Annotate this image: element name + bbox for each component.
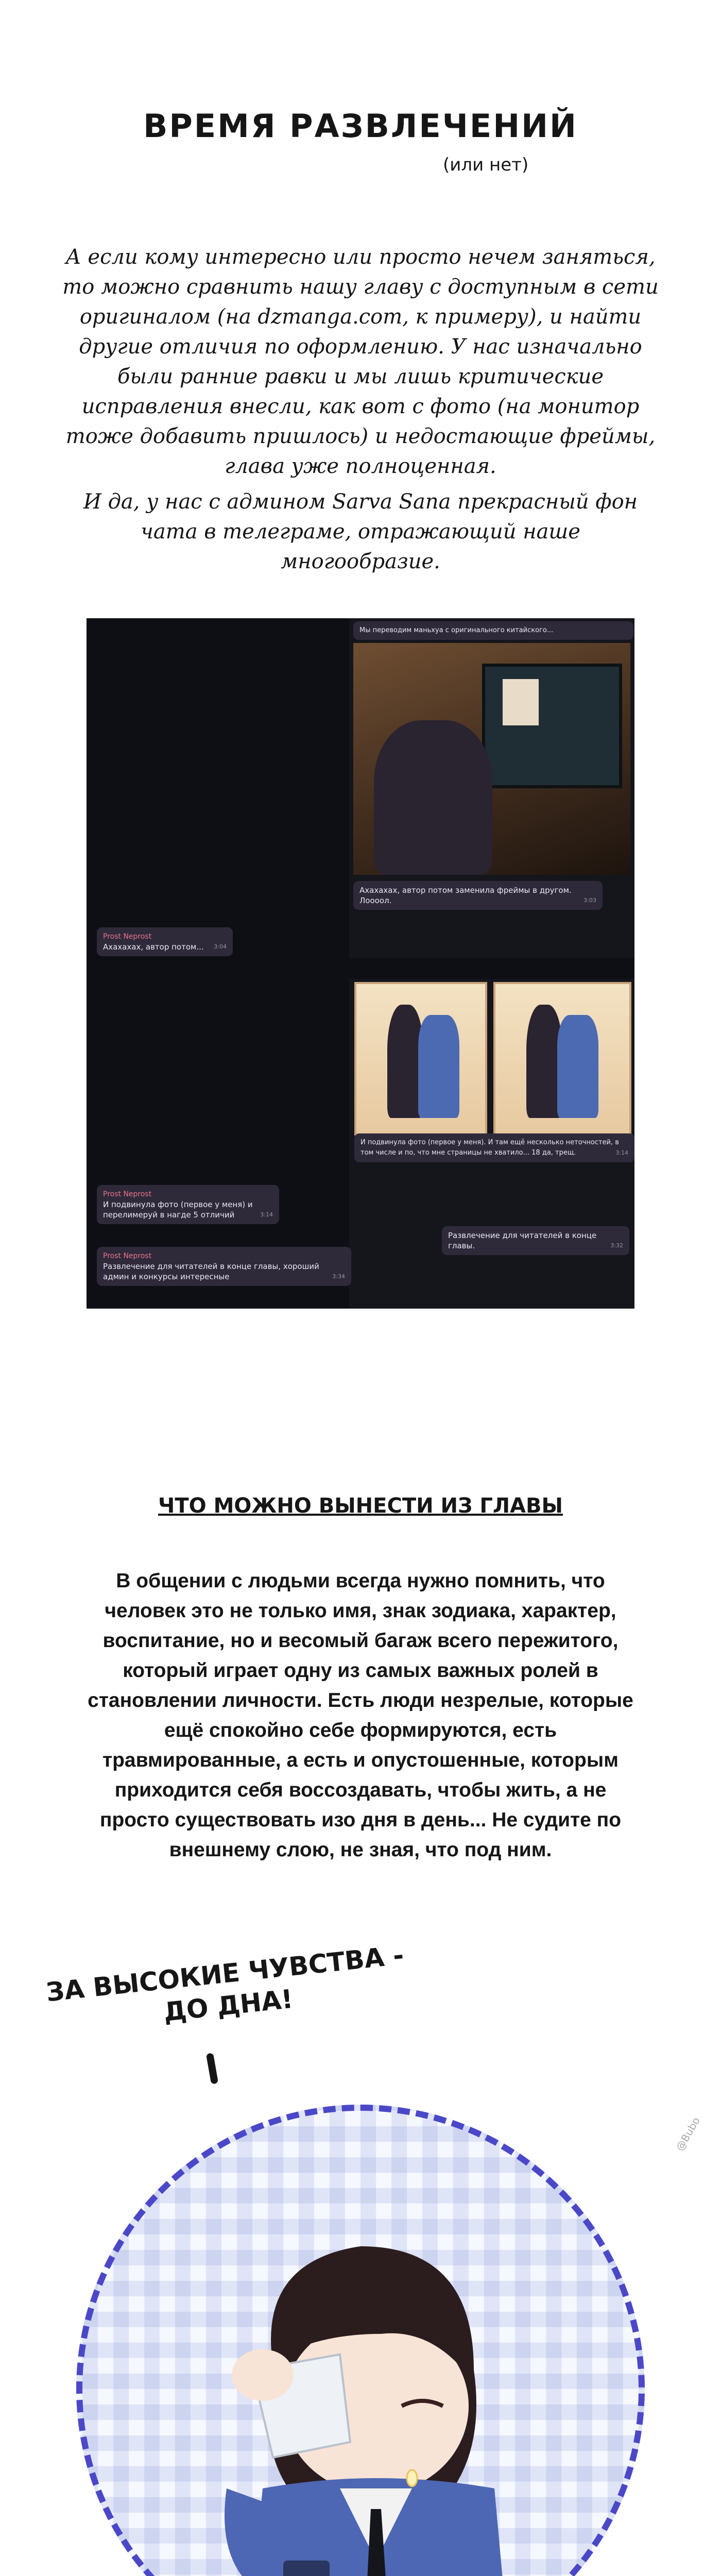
chat-screenshots-panel xyxy=(87,618,634,1309)
comparison-image-monitor xyxy=(353,643,630,875)
comic-panel-right xyxy=(493,982,631,1136)
chat-reply-2: Prost Neprost И подвинула фото (первое у меня) и перелимеруй в нагде 5 отличий 3:14 xyxy=(97,1185,279,1224)
figure-left-2 xyxy=(418,1015,459,1118)
chat-message-1: Ахахахах, автор потом заменила фреймы в другом. Лоооол. 3:03 xyxy=(353,881,603,910)
chat-screenshot-top xyxy=(349,618,634,958)
chat-reply-1: Prost Neprost Ахахахах, автор потом... 3:04 xyxy=(97,927,233,956)
intro-paragraph-1: А если кому интересно или просто нечем заняться, то можно сравнить нашу главу с доступным в сети оригиналом (на dzmanga.com, к примеру), и найти другие отличия по оформлению. У нас изначально были ранние равки и мы лишь критические исправления внесли, как вот с фото (на монитор тоже добавить пришлось) и недостающие фреймы, глава уже полноценная. xyxy=(62,245,659,478)
page-title: ВРЕМЯ РАЗВЛЕЧЕНИЙ xyxy=(143,107,578,145)
speech-tail xyxy=(206,2053,218,2084)
chat-screenshot-bottom xyxy=(349,979,634,1309)
chibi-character-illustration xyxy=(185,2200,546,2576)
intro-paragraph-2: И да, у нас с админом Sarva Sana прекрасный фон чата в телеграме, отражающий наше многообразие. xyxy=(83,490,638,573)
chat-reply-3: Prost Neprost Развлечение для читателей в конце главы, хороший админ и конкурсы интересные 3:34 xyxy=(97,1247,351,1286)
page-subtitle: (или нет) xyxy=(443,155,529,175)
chat-message-top: Мы переводим маньхуа с оригинального китайского... xyxy=(353,621,633,640)
toast-caption: ЗА ВЫСОКИЕ ЧУВСТВА - ДО ДНА! xyxy=(44,1940,405,2027)
comic-panel-left xyxy=(354,982,487,1136)
figure-right-2 xyxy=(557,1015,598,1118)
character-back-image xyxy=(374,720,492,875)
lesson-body: В общении с людьми всегда нужно помнить, что человек это не только имя, знак зодиака, характер, воспитание, но и весомый багаж всего пережитого, который играет одну из самых важных ролей в становлении личности. Есть люди незрелые, которые ещё спокойно себе формируются, есть травмированные, а есть и опустошенные, которым приходится себя воссоздавать, чтобы жить, а не просто существовать изо дня в день... Не судите по внешнему слою, не зная, что под ним. xyxy=(88,1570,633,1861)
photo-on-monitor xyxy=(503,679,539,725)
watermark: @Bubo xyxy=(673,2115,702,2153)
chat-message-2: И подвинула фото (первое у меня). И там ещё несколько неточностей, в том числе и по, что мне страницы не хватило... 18 да, трещ. 3:14 xyxy=(354,1133,634,1162)
lesson-heading: ЧТО МОЖНО ВЫНЕСТИ ИЗ ГЛАВЫ xyxy=(158,1494,563,1518)
chat-message-3: Развлечение для читателей в конце главы. 3:32 xyxy=(442,1226,629,1255)
